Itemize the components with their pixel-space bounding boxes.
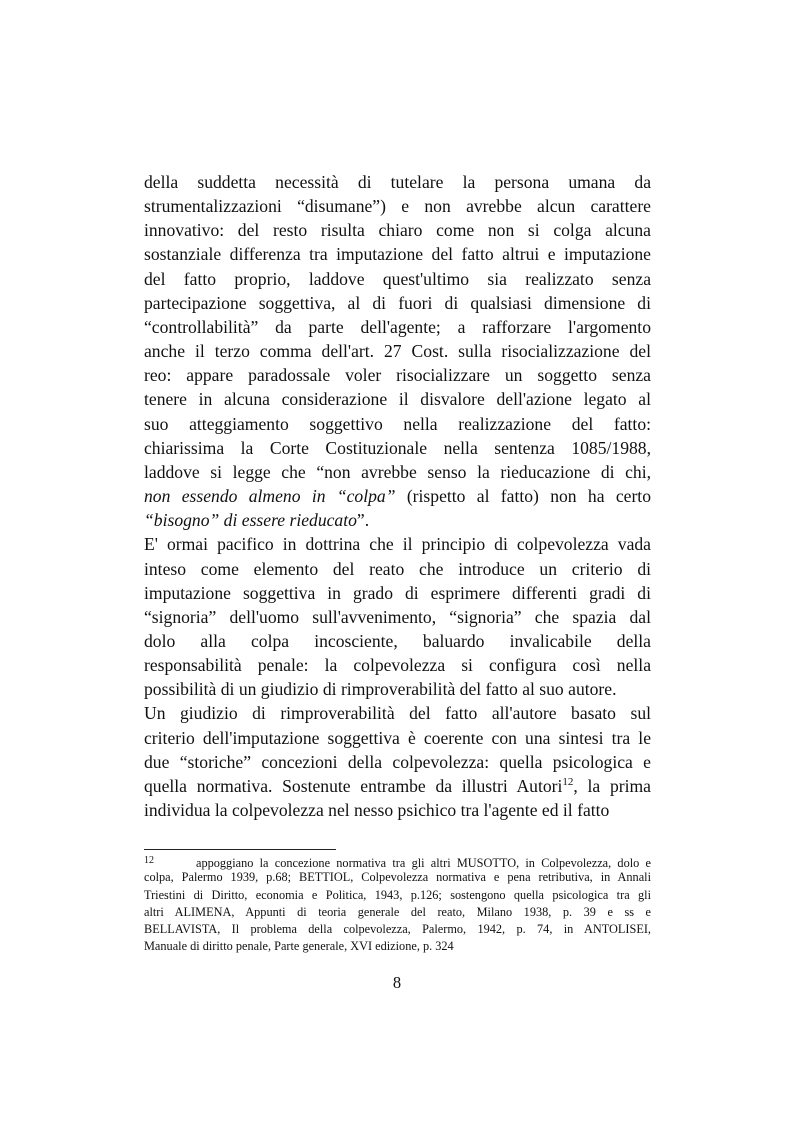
body-text [144,170,651,822]
body-line [144,701,651,725]
body-line [144,218,651,242]
body-line [144,581,651,605]
body-line [144,750,651,774]
footnote-line: Triestini di Diritto, economia e Politica, 1943, p.126; sostengono quella psicologica tra gli [144,887,651,902]
body-line [144,242,651,266]
footnote-number: 12 [144,855,154,866]
line-text: suo atteggiamento soggettivo nella realizzazione del fatto: [144,413,651,434]
body-line [144,557,651,581]
footnote-line: colpa, Palermo 1939, p.68; BETTIOL, Colpevolezza normativa e pena retributiva, in Annali [144,870,651,885]
footnote-text: appoggiano la concezione normativa tra gli altri MUSOTTO, in Colpevolezza, dolo e [196,856,651,870]
line-text: della suddetta necessità di tutelare la persona umana da [144,172,651,192]
line-text: individua la colpevolezza nel nesso psichico tra l'agente ed il fatto [144,800,610,821]
body-line [144,677,651,701]
body-line [144,532,651,556]
footnote-line: BELLAVISTA, Il problema della colpevolezza, Palermo, 1942, p. 74, in ANTOLISEI, [144,922,651,937]
footnote-ref: 12 [562,775,574,788]
line-text: strumentalizzazioni “disumane”) e non avrebbe alcun carattere [144,196,651,217]
italic-text: non essendo almeno in “colpa” [144,486,396,507]
line-text: del fatto proprio, laddove quest'ultimo sia realizzato senza [144,268,651,289]
body-line [144,436,651,460]
footnote-line: Manuale di diritto penale, Parte generale, XVI edizione, p. 324 [144,939,454,954]
line-text: , la prima [573,775,651,796]
line-text: Un giudizio di rimproverabilità del fatto all'autore basato sul [144,703,651,724]
line-text: partecipazione soggettiva, al di fuori di qualsiasi dimensione di [144,292,651,313]
footnote-line [144,852,651,869]
line-text: (rispetto al fatto) non ha certo [395,486,651,507]
body-line [144,267,651,291]
line-text: “signoria” dell'uomo sull'avvenimento, “signoria” che spazia dal [144,606,651,627]
body-line [144,629,651,653]
line-text: responsabilità penale: la colpevolezza si configura così nella [144,655,651,676]
body-line [144,726,651,750]
page-number: 8 [392,973,402,992]
body-line [144,508,651,532]
body-line [144,315,651,339]
line-text: “controllabilità” da parte dell'agente; a rafforzare l'argomento [144,316,651,337]
footnote-line: altri ALIMENA, Appunti di teoria generale del reato, Milano 1938, p. 39 e ss e [144,904,651,919]
line-text: tenere in alcuna considerazione il disvalore dell'azione legato al [144,389,651,410]
line-text: ”. [356,510,370,531]
body-line [144,460,651,484]
body-line [144,798,651,822]
body-line [144,194,651,218]
body-line [144,291,651,315]
body-line [144,339,651,363]
body-line [144,363,651,387]
line-text: chiarissima la Corte Costituzionale nella sentenza 1085/1988, [144,437,651,458]
line-text: quella normativa. Sostenute entrambe da illustri Autori [144,775,563,796]
body-line [144,484,651,508]
line-text: possibilità di un giudizio di rimproverabilità del fatto al suo autore. [144,679,617,700]
line-text: E' ormai pacifico in dottrina che il principio di colpevolezza vada [144,534,651,555]
body-line [144,387,651,411]
line-text: due “storiche” concezioni della colpevolezza: quella psicologica e [144,751,651,772]
line-text: sostanziale differenza tra imputazione del fatto altrui e imputazione [144,244,651,265]
body-line [144,653,651,677]
line-text: anche il terzo comma dell'art. 27 Cost. sulla risocializzazione del [144,341,651,362]
line-text: inteso come elemento del reato che introduce un criterio di [144,558,651,579]
line-text: imputazione soggettiva in grado di esprimere differenti gradi di [144,582,651,603]
body-line [144,170,651,194]
footnote-12 [144,852,651,956]
italic-text: “bisogno” di essere rieducato [144,510,357,531]
body-line [144,774,651,798]
line-text: reo: appare paradossale voler risocializzare un soggetto senza [144,365,651,386]
line-text: laddove si legge che “non avrebbe senso la rieducazione di chi, [144,461,651,482]
line-text: criterio dell'imputazione soggettiva è coerente con una sintesi tra le [144,727,651,748]
line-text: dolo alla colpa incosciente, baluardo invalicabile della [144,630,651,651]
footnote-separator [144,849,336,850]
body-line [144,412,651,436]
line-text: innovativo: del resto risulta chiaro come non si colga alcuna [144,220,651,241]
body-line [144,605,651,629]
